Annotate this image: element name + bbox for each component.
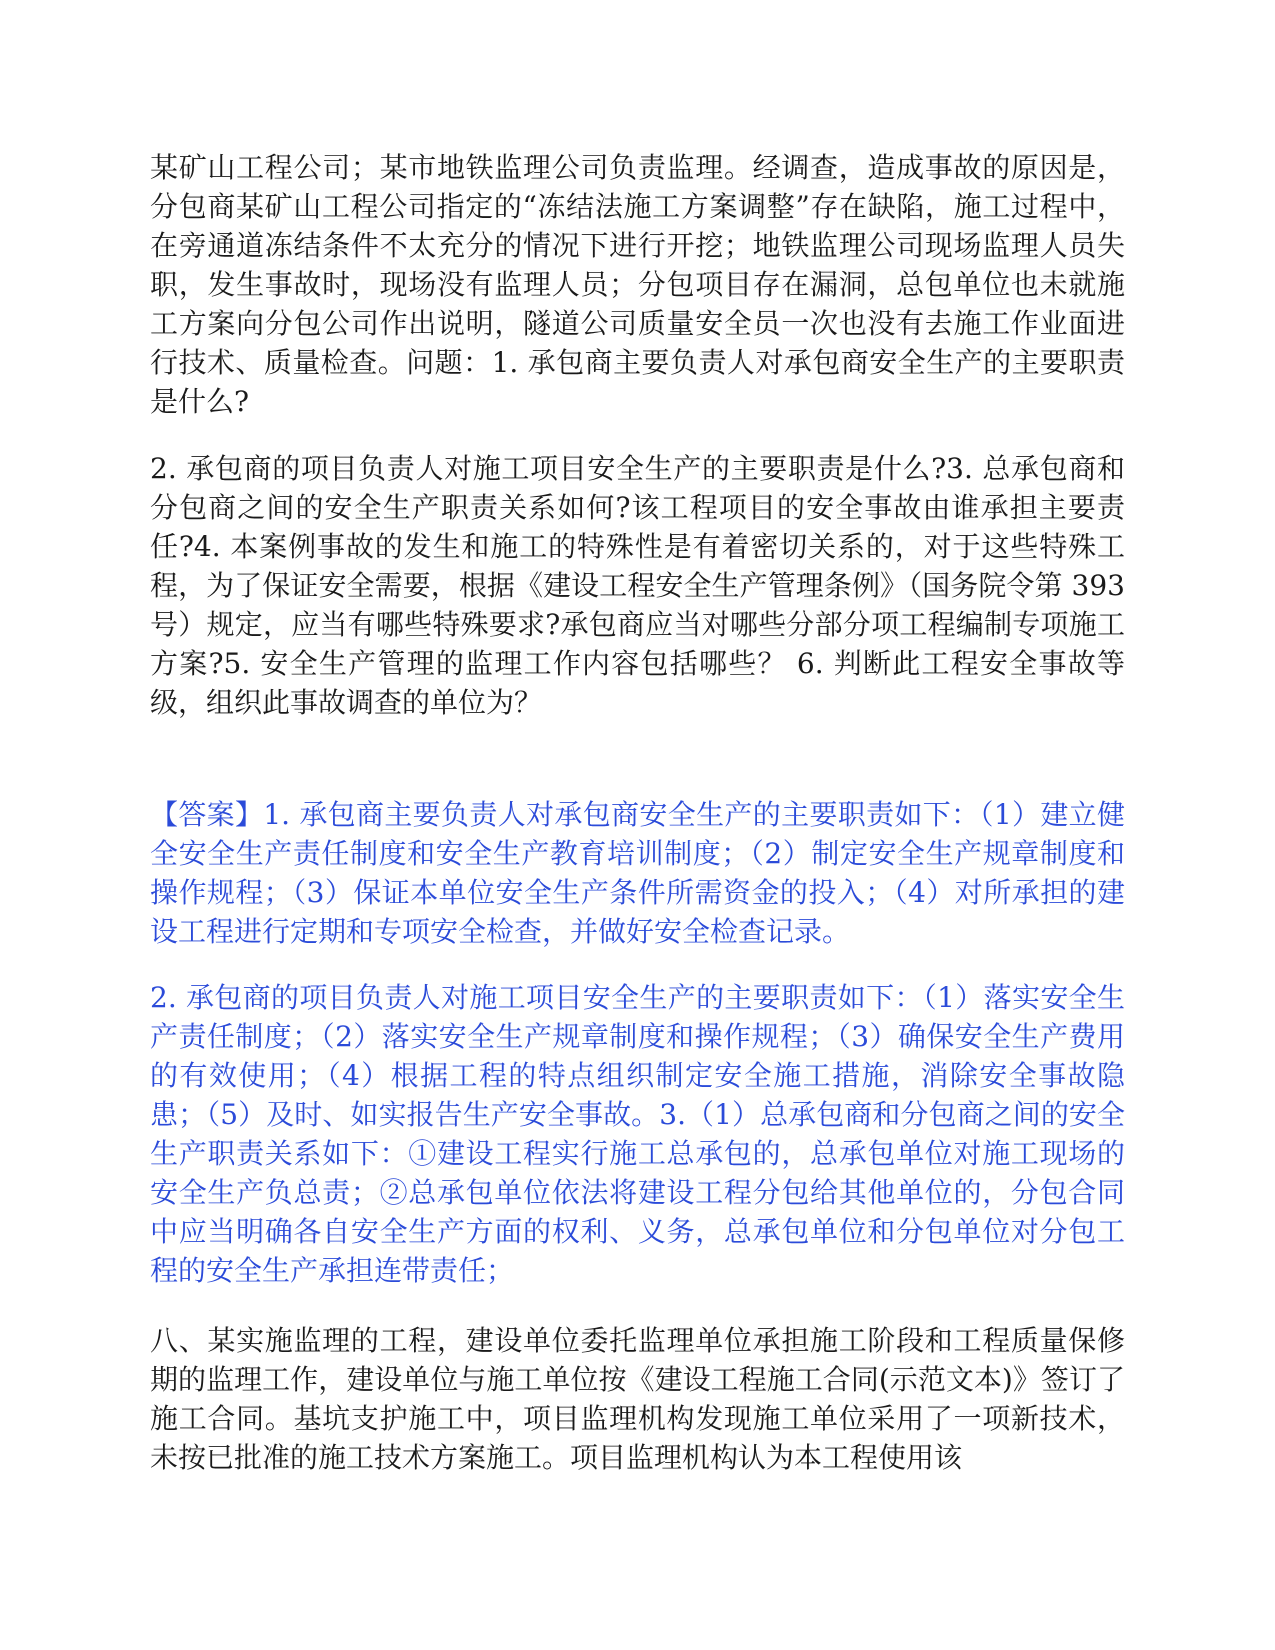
answer-paragraph-2: 2. 承包商的项目负责人对施工项目安全生产的主要职责如下：（1）落实安全生产责任制度；（2）落实安全生产规章制度和操作规程；（3）确保安全生产费用的有效使用；（4）根据工程的特点组织制定安全施工措施，消除安全事故隐患；（5）及时、如实报告生产安全事故。3.（1）总承包商和分包商之间的安全生产职责关系如下：①建设工程实行施工总承包的，总承包单位对施工现场的安全生产负总责；②总承包单位依法将建设工程分包给其他单位的，分包合同中应当明确各自安全生产方面的权利、义务，总承包单位和分包单位对分包工程的安全生产承担连带责任； — [150, 981, 1125, 1287]
question-paragraph-1: 某矿山工程公司；某市地铁监理公司负责监理。经调查，造成事故的原因是，分包商某矿山工程公司指定的“冻结法施工方案调整”存在缺陷，施工过程中，在旁通道冻结条件不太充分的情况下进行开挖；地铁监理公司现场监理人员失职，发生事故时，现场没有监理人员；分包项目存在漏洞，总包单位也未就施工方案向分包公司作出说明，隧道公司质量安全员一次也没有去施工作业面进行技术、质量检查。问题：1. 承包商主要负责人对承包商安全生产的主要职责是什么? — [150, 151, 1125, 418]
question-paragraph-3: 八、某实施监理的工程，建设单位委托监理单位承担施工阶段和工程质量保修期的监理工作，建设单位与施工单位按《建设工程施工合同(示范文本)》签订了施工合同。基坑支护施工中，项目监理机构发现施工单位采用了一项新技术，未按已批准的施工技术方案施工。项目监理机构认为本工程使用该 — [150, 1324, 1125, 1474]
answer-paragraph-1: 【答案】1. 承包商主要负责人对承包商安全生产的主要职责如下：（1）建立健全安全生产责任制度和安全生产教育培训制度；（2）制定安全生产规章制度和操作规程；（3）保证本单位安全生产条件所需资金的投入；（4）对所承担的建设工程进行定期和专项安全检查，并做好安全检查记录。 — [150, 798, 1125, 948]
question-paragraph-2: 2. 承包商的项目负责人对施工项目安全生产的主要职责是什么?3. 总承包商和分包商之间的安全生产职责关系如何?该工程项目的安全事故由谁承担主要责任?4. 本案例事故的发生和施工的特殊性是有着密切关系的，对于这些特殊工程，为了保证安全需要，根据《建设工程安全生产管理条例》（国务院令第 393 号）规定，应当有哪些特殊要求?承包商应当对哪些分部分项工程编制专项施工方案?5. 安全生产管理的监理工作内容包括哪些？ 6. 判断此工程安全事故等级，组织此事故调查的单位为？ — [150, 452, 1125, 719]
